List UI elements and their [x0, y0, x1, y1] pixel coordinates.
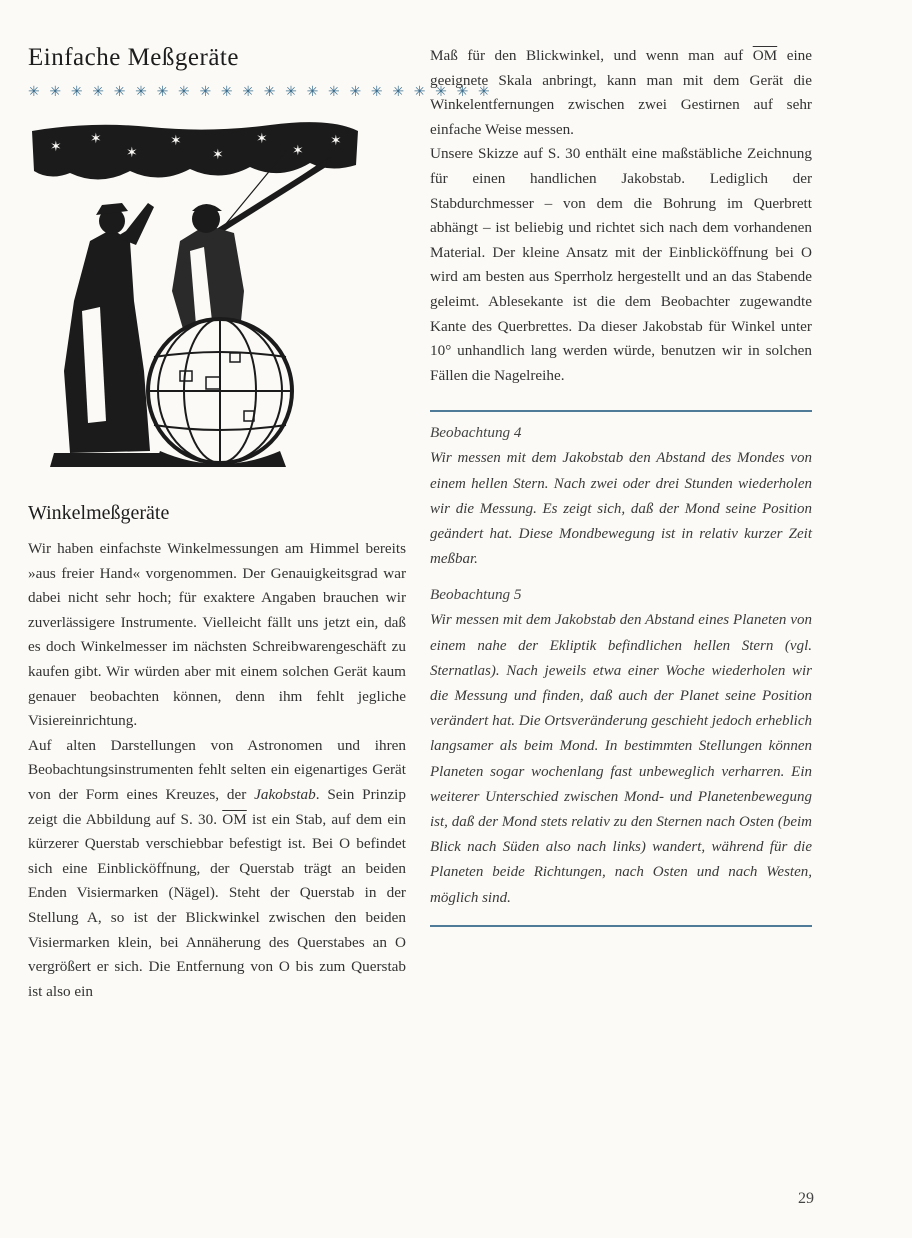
- astronomers-woodcut-illustration: [30, 121, 360, 471]
- text-run: eine geeignete Skala anbringt, kann man mit dem Gerät die Winkelentfernungen zwischen zwei Gestirnen auf sehr einfache Weise messen.: [430, 47, 812, 138]
- svg-text:✶: ✶: [256, 131, 268, 147]
- term-jakobstab: Jakobstab: [254, 785, 316, 803]
- star-divider: ✳ ✳ ✳ ✳ ✳ ✳ ✳ ✳ ✳ ✳ ✳ ✳ ✳ ✳ ✳ ✳ ✳ ✳ ✳ ✳ ✳ ✳: [28, 85, 493, 100]
- svg-text:✶: ✶: [90, 131, 102, 147]
- section-title: Einfache Meßgeräte: [28, 44, 239, 71]
- paragraph-blickwinkel: [430, 44, 812, 142]
- svg-text:✶: ✶: [50, 139, 62, 155]
- svg-text:✶: ✶: [126, 145, 138, 161]
- right-column: [430, 44, 812, 927]
- subheading-winkelmessgeraete: Winkelmeßgeräte: [28, 502, 170, 524]
- svg-text:✶: ✶: [170, 133, 182, 149]
- observation-4-text: Wir messen mit dem Jakobstab den Abstand des Mondes von einem hellen Stern. Nach zwei oder drei Stunden wiederholen wir die Messung. Es zeigt sich, daß der Mond seine Position geändert hat. Diese Mondbewegung ist in relativ kurzer Zeit meßbar.: [430, 450, 812, 568]
- segment-om: $\overline{OM}$: [222, 810, 247, 828]
- observation-5-label: Beobachtung 5: [430, 586, 522, 604]
- page-number: 29: [798, 1190, 814, 1207]
- paragraph-skizze: Unsere Skizze auf S. 30 enthält eine maßstäbliche Zeichnung für einen handlichen Jakobstab. Lediglich der Stabdurchmesser – von dem die Bohrung im Querbrett abhängt – ist beliebig und richtet sich nach dem vorhandenen Material. Der kleine Ansatz mit der Einblicköffnung bei O wird am besten aus Sperrholz hergestellt und an das Stabende geleimt. Ablesekante ist die dem Beobachter zugewandte Kante des Querbrettes. Da dieser Jakobstab für Winkel unter 10° unhandlich lang werden würde, benutzen wir in solchen Fällen die Nagelreihe.: [430, 145, 812, 384]
- svg-text:✶: ✶: [330, 133, 342, 149]
- text-run: . Sein Prinzip zeigt die Abbildung auf S. 30.: [28, 785, 406, 828]
- text-run: ist ein Stab, auf dem ein kürzerer Querstab verschiebbar befestigt ist. Bei O befindet sich eine Einblicköffnung, der Querstab trägt an beiden Enden Visiermarken (Nägel). Steht der Querstab in der Stellung A, so ist der Blickwinkel zwischen den beiden Visiermarken klein, bei Annäherung des Querstabes an O vergrößert er sich. Die Entfernung von O bis zum Querstab ist also ein: [28, 810, 406, 1000]
- segment-om: $\overline{OM}$: [752, 47, 778, 64]
- paragraph-jakobstab: [28, 734, 406, 1005]
- paragraph-winkelmessungen: Wir haben einfachste Winkelmessungen am Himmel bereits »aus freier Hand« vorgenommen. Der Genauigkeitsgrad war dabei nicht sehr hoch; für exaktere Angaben brauchen wir zuverlässigere Instrumente. Vielleicht fällt uns jetzt ein, daß es doch Winkelmesser im nächsten Schreibwarengeschäft zu kaufen gibt. Wir würden aber mit einem solchen Gerät kaum genauer beobachten können, denn ihm fehlt jegliche Visiereinrichtung.: [28, 540, 406, 730]
- observation-4-label: Beobachtung 4: [430, 424, 522, 442]
- divider-rule: [430, 925, 812, 927]
- text-run: Maß für den Blickwinkel, und wenn man auf: [430, 47, 753, 64]
- svg-text:✶: ✶: [292, 143, 304, 159]
- text-run: Auf alten Darstellungen von Astronomen und ihren Beobachtungsinstrumenten fehlt selten ein eigenartiges Gerät von der Form eines Kreuzes, der: [28, 736, 406, 803]
- svg-text:✶: ✶: [212, 147, 224, 163]
- divider-rule: [430, 410, 812, 412]
- observation-5-text: Wir messen mit dem Jakobstab den Abstand eines Planeten von einem nahe der Ekliptik befindlichen hellen Stern (vgl. Sternatlas). Nach jeweils etwa einer Woche wiederholen wir die Messung und finden, daß auch der Planet seine Position verändert hat. Die Ortsveränderung geschieht jedoch erheblich langsamer als beim Mond. In bestimmten Stellungen können Planeten sogar wochenlang fast unbeweglich verharren. Ein weiterer Unterschied zwischen Mond- und Planetenbewegung ist, daß der Mond stets relativ zu den Sternen nach Osten (beim Blick nach Süden also nach links) wandert, während für die Planeten beide Richtungen, nach Osten und nach Westen, möglich sind.: [430, 612, 812, 906]
